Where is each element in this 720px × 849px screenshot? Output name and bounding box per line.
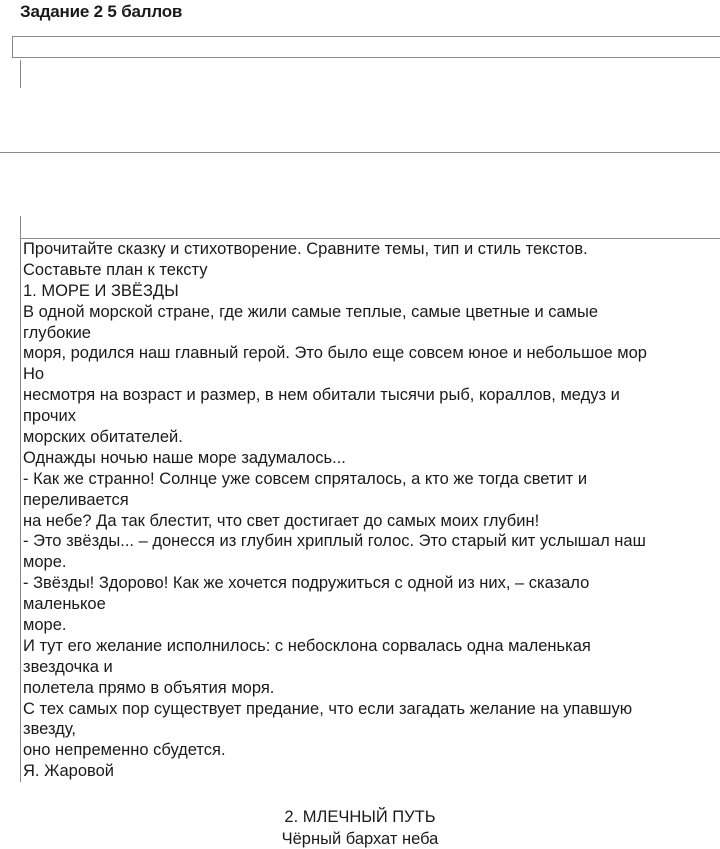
text-line: Я. Жаровой: [23, 762, 115, 781]
text-line: моря, родился наш главный герой. Это было еще совсем юное и небольшое мор: [23, 344, 647, 363]
text-line: В одной морской стране, где жили самые теплые, самые цветные и самые: [23, 302, 599, 321]
text-line: Составьте план к тексту: [23, 260, 208, 279]
answer-frame-top: [12, 36, 720, 58]
text-line: С тех самых пор существует предание, что если загадать желание на упавшую: [23, 699, 633, 718]
text-line: маленькое: [23, 595, 106, 614]
section2-cut-line: Чёрный бархат неба: [281, 830, 439, 848]
text-line: море.: [23, 553, 67, 572]
text-line: Но: [23, 365, 45, 384]
text-line: - Звёзды! Здорово! Как же хочется подружиться с одной из них, – сказало: [23, 574, 590, 593]
frame-divider: [0, 152, 720, 153]
text-line: - Это звёзды... – донесся из глубин хриплый голос. Это старый кит услышал наш: [23, 532, 646, 551]
text-line: звездочка и: [23, 657, 113, 676]
text-line: прочих: [23, 407, 76, 426]
section2-title: 2. МЛЕЧНЫЙ ПУТЬ: [284, 808, 436, 826]
text-line: И тут его желание исполнилось: с небосклона сорвалась одна маленькая: [23, 636, 591, 655]
text-line: полетела прямо в объятия моря.: [23, 678, 275, 697]
frame-tick-1: [20, 60, 21, 88]
text-line: переливается: [23, 490, 129, 509]
text-line: оно непременно сбудется.: [23, 741, 226, 760]
text-line: море.: [23, 616, 67, 635]
task-heading: Задание 2 5 баллов: [20, 2, 183, 21]
frame-tick-2: [20, 216, 21, 238]
text-line: глубокие: [23, 323, 91, 342]
fairy-tale-text: [20, 238, 720, 782]
text-line: Прочитайте сказку и стихотворение. Сравните темы, тип и стиль текстов.: [23, 240, 588, 258]
text-line: Однажды ночью наше море задумалось...: [23, 448, 346, 467]
text-line: - Как же странно! Солнце уже совсем спряталось, а кто же тогда светит и: [23, 469, 588, 488]
text-line: несмотря на возраст и размер, в нем обитали тысячи рыб, кораллов, медуз и: [23, 386, 620, 405]
text-line: на небе? Да так блестит, что свет достигает до самых моих глубин!: [23, 511, 540, 530]
text-line: морских обитателей.: [23, 428, 183, 447]
text-line: 1. МОРЕ И ЗВЁЗДЫ: [23, 281, 179, 300]
text-line: звезду,: [23, 720, 76, 739]
